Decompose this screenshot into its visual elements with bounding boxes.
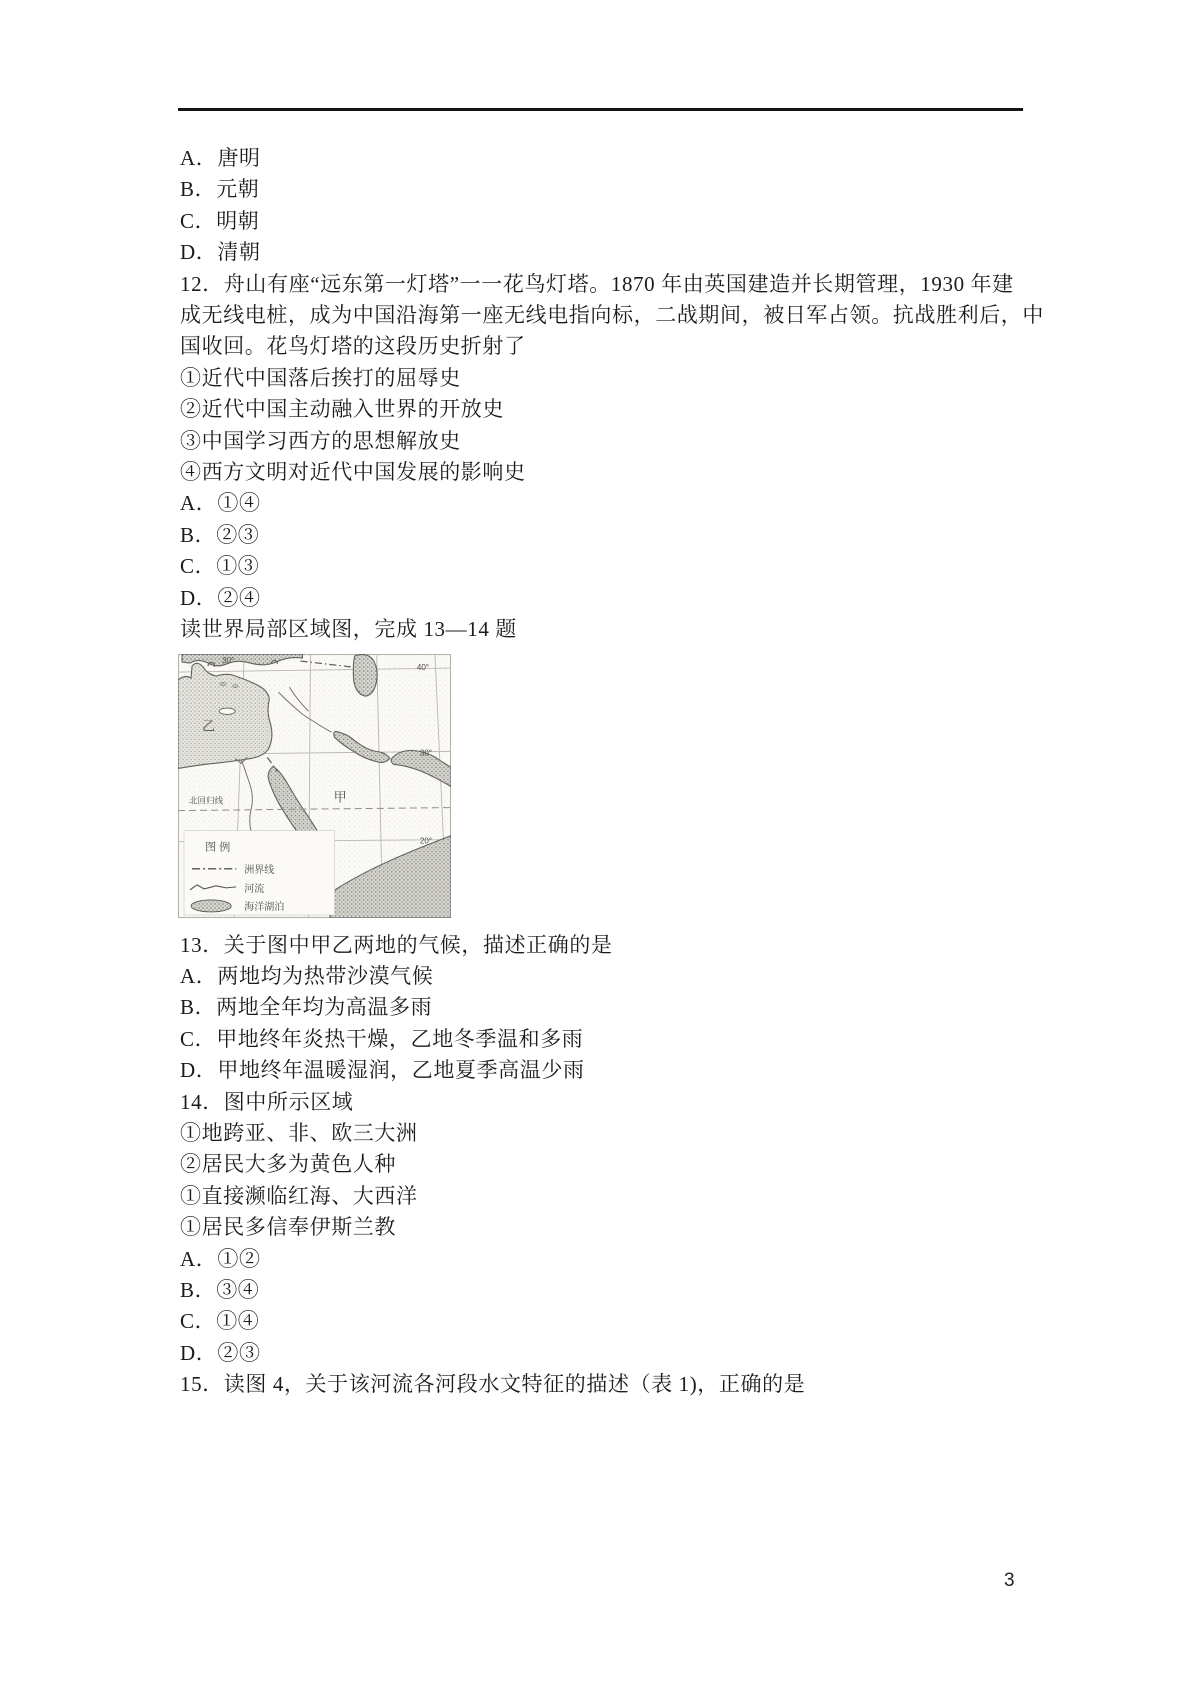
- q14-statement-3: ①直接濒临红海、大西洋: [180, 1183, 418, 1208]
- map-legend: [184, 830, 335, 914]
- q13-option-d: D．甲地终年温暖湿润，乙地夏季高温少雨: [180, 1058, 585, 1083]
- legend-label-boundary: 洲界线: [244, 864, 275, 876]
- q11-option-b: B．元朝: [180, 177, 260, 202]
- map-label-yi: 乙: [202, 717, 216, 733]
- legend-label-ocean-lake: 海洋湖泊: [244, 901, 285, 913]
- q13-option-c: C．甲地终年炎热干燥，乙地冬季温和多雨: [180, 1026, 584, 1051]
- q14-option-a: A．①②: [180, 1246, 261, 1271]
- q12-statement-3: ③中国学习西方的思想解放史: [180, 428, 461, 453]
- q14-statement-2: ②居民大多为黄色人种: [180, 1152, 396, 1177]
- q12-statement-2: ②近代中国主动融入世界的开放史: [180, 397, 504, 422]
- q13-text: 13．关于图中甲乙两地的气候，描述正确的是: [180, 932, 613, 957]
- caspian-sea: [353, 654, 377, 696]
- map-intro-line: 读世界局部区域图，完成 13—14 题: [180, 617, 517, 642]
- region-map: [178, 654, 451, 918]
- q13-option-a: A．两地均为热带沙漠气候: [180, 963, 434, 988]
- header-rule: [178, 108, 1023, 111]
- tropic-of-cancer-label: 北回归线: [189, 795, 224, 806]
- turkey-lake-2: [233, 684, 238, 687]
- legend-title: 图 例: [205, 841, 231, 854]
- map-label-jia: 甲: [333, 789, 347, 805]
- q14-option-c: C．①④: [180, 1309, 260, 1334]
- q12-text-line-1: 12．舟山有座“远东第一灯塔”一一花鸟灯塔。1870 年由英国建造并长期管理，1930 年建: [180, 271, 1014, 296]
- q12-statement-4: ④西方文明对近代中国发展的影响史: [180, 460, 526, 485]
- document-body: [180, 143, 1044, 1401]
- q12-option-d: D．②④: [180, 585, 261, 610]
- lat-label-30: 30°: [419, 747, 433, 757]
- q12-option-a: A．①④: [180, 491, 261, 516]
- lat-label-40: 40°: [416, 662, 429, 672]
- q11-option-a: A．唐明: [180, 146, 261, 170]
- turkey-lake-1: [220, 682, 226, 685]
- page-number: 3: [1004, 1570, 1015, 1591]
- region-map-figure: [178, 654, 451, 918]
- q12-text-line-3: 国收回。花鸟灯塔的这段历史折射了: [180, 334, 526, 359]
- lat-label-20: 20°: [419, 836, 433, 846]
- q14-option-b: B．③④: [180, 1277, 260, 1302]
- q12-statement-1: ①近代中国落后挨打的屈辱史: [180, 365, 461, 390]
- q12-option-b: B．②③: [180, 522, 260, 547]
- q14-option-d: D．②③: [180, 1340, 261, 1365]
- q11-option-d: D．清朝: [180, 240, 261, 265]
- ocean-lake-icon: [191, 899, 231, 911]
- q15-text: 15．读图 4，关于该河流各河段水文特征的描述（表 1)，正确的是: [180, 1372, 806, 1397]
- legend-label-river: 河流: [244, 883, 265, 895]
- q14-text: 14．图中所示区域: [180, 1089, 354, 1114]
- q12-text-line-2: 成无线电桩，成为中国沿海第一座无线电指向标，二战期间，被日军占领。抗战胜利后，中: [180, 303, 1044, 328]
- lon-label-30: 30°: [222, 655, 235, 665]
- q11-option-c: C．明朝: [180, 208, 260, 233]
- cyprus-island: [219, 708, 235, 714]
- q14-statement-1: ①地跨亚、非、欧三大洲: [180, 1120, 418, 1145]
- q12-option-c: C．①③: [180, 554, 260, 579]
- q13-option-b: B．两地全年均为高温多雨: [180, 995, 433, 1020]
- q14-statement-4: ①居民多信奉伊斯兰教: [180, 1215, 396, 1240]
